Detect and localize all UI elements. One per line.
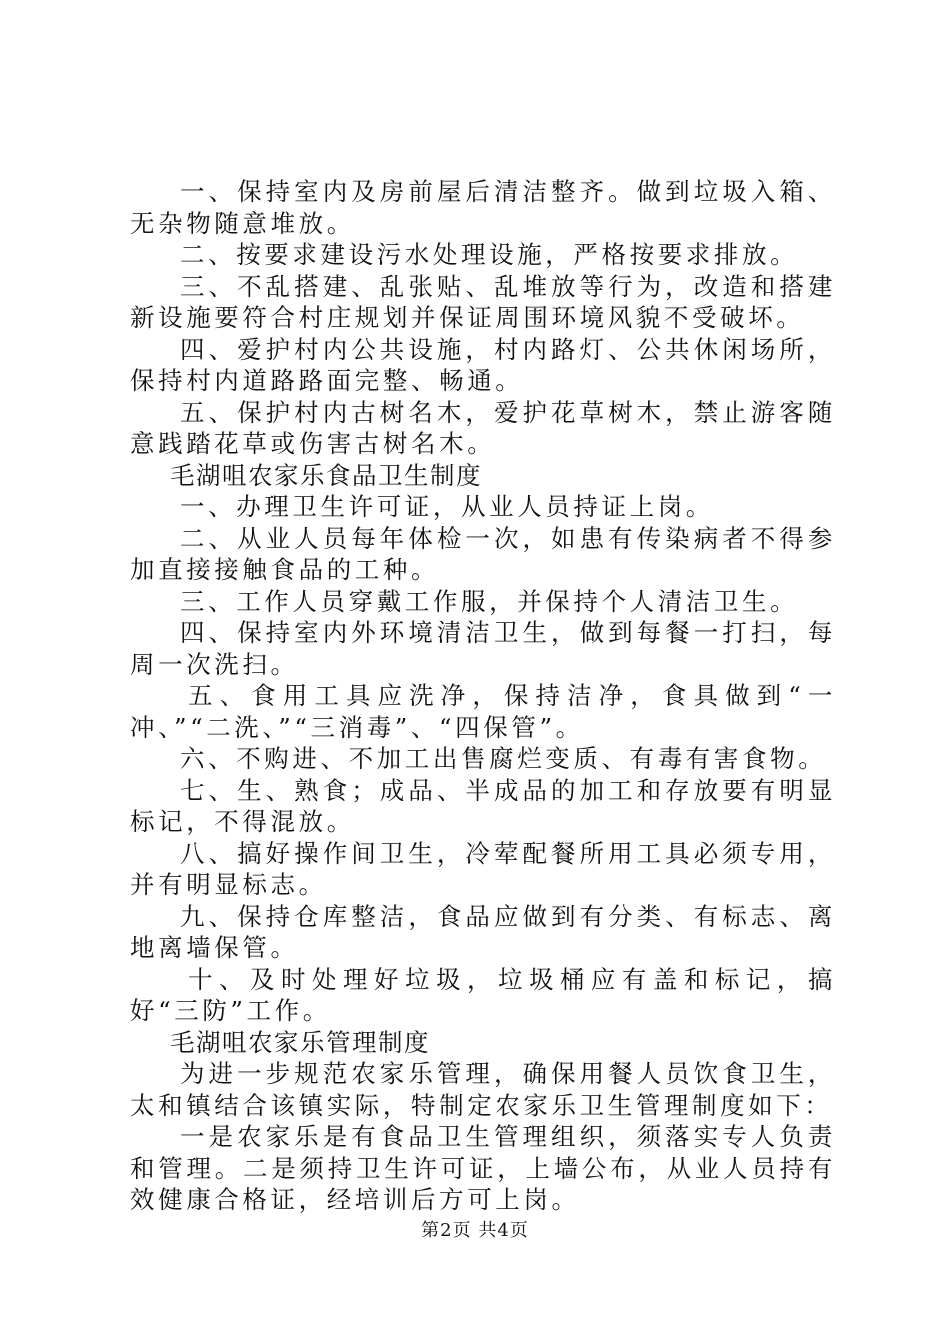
paragraph: 七、生、熟食；成品、半成品的加工和存放要有明显标记，不得混放。 bbox=[130, 775, 836, 836]
paragraph: 三、不乱搭建、乱张贴、乱堆放等行为，改造和搭建新设施要符合村庄规划并保证周围环境风貌不受破坏。 bbox=[130, 271, 836, 332]
paragraph: 五、食用工具应洗净，保持洁净，食具做到“一冲、”“二洗、”“三消毒”、“四保管”。 bbox=[130, 681, 836, 742]
paragraph: 为进一步规范农家乐管理，确保用餐人员饮食卫生，太和镇结合该镇实际，特制定农家乐卫生管理制度如下： bbox=[130, 1059, 836, 1120]
paragraph: 六、不购进、不加工出售腐烂变质、有毒有害食物。 bbox=[180, 744, 827, 773]
paragraph: 一、保持室内及房前屋后清洁整齐。做到垃圾入箱、无杂物随意堆放。 bbox=[130, 177, 836, 238]
paragraph: 四、保持室内外环境清洁卫生，做到每餐一打扫，每周一次洗扫。 bbox=[130, 618, 836, 679]
section-heading: 毛湖咀农家乐管理制度 bbox=[170, 1027, 430, 1057]
paragraph: 二、从业人员每年体检一次，如患有传染病者不得参加直接接触食品的工种。 bbox=[130, 523, 836, 584]
page-number-footer: 第2页 共4页 bbox=[421, 1220, 529, 1241]
paragraph: 三、工作人员穿戴工作服，并保持个人清洁卫生。 bbox=[180, 586, 799, 616]
paragraph: 一是农家乐是有食品卫生管理组织，须落实专人负责和管理。二是须持卫生许可证，上墙公布，从业人员持有效健康合格证，经培训后方可上岗。 bbox=[130, 1122, 836, 1214]
section-heading: 毛湖咀农家乐食品卫生制度 bbox=[170, 460, 482, 490]
paragraph: 二、按要求建设污水处理设施，严格按要求排放。 bbox=[180, 240, 799, 269]
paragraph: 八、搞好操作间卫生，冷荤配餐所用工具必须专用，并有明显标志。 bbox=[130, 838, 836, 899]
paragraph: 十、及时处理好垃圾，垃圾桶应有盖和标记，搞好“三防”工作。 bbox=[130, 964, 836, 1025]
paragraph: 九、保持仓库整洁，食品应做到有分类、有标志、离地离墙保管。 bbox=[130, 901, 836, 962]
paragraph: 四、爱护村内公共设施，村内路灯、公共休闲场所，保持村内道路路面完整、畅通。 bbox=[130, 334, 836, 395]
paragraph: 一、办理卫生许可证，从业人员持证上岗。 bbox=[180, 492, 714, 521]
document-body bbox=[130, 176, 836, 1216]
paragraph: 五、保护村内古树名木，爱护花草树木，禁止游客随意践踏花草或伤害古树名木。 bbox=[130, 397, 836, 458]
